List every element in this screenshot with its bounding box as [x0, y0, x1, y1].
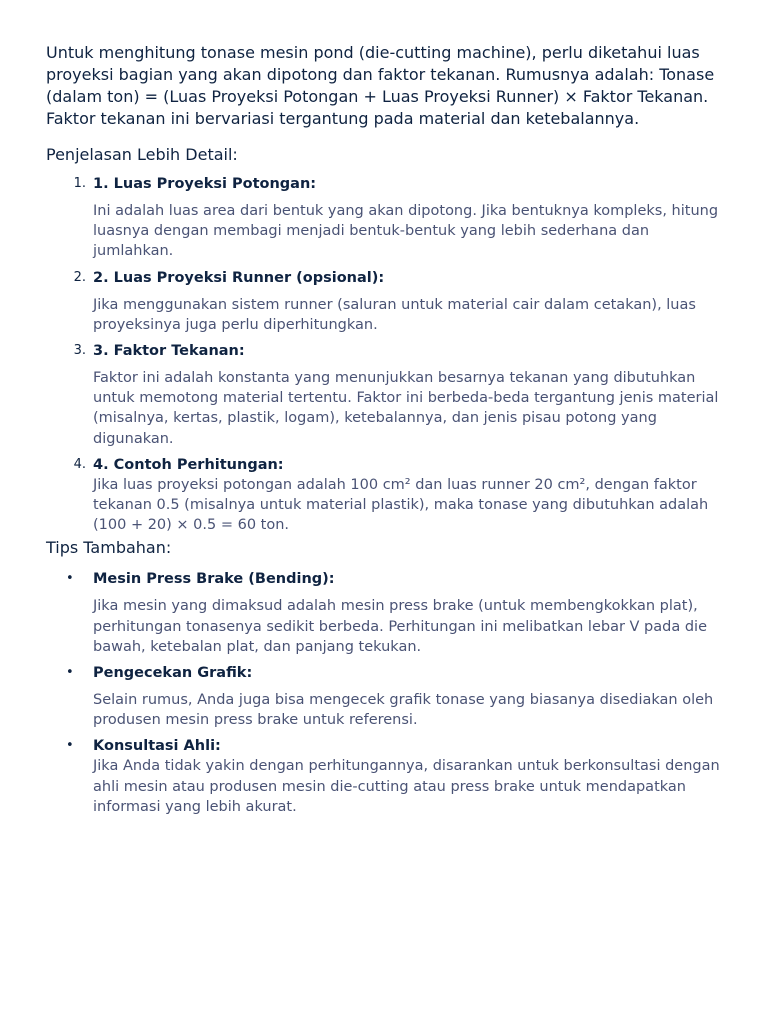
item-body: Jika Anda tidak yakin dengan perhitungannya, disarankan untuk berkonsultasi dengan ahli mesin atau produsen mesin die-cutting atau press brake untuk mendapatkan informasi yang lebih akurat.: [93, 758, 720, 815]
list-item: [46, 341, 722, 449]
list-number: 3.: [73, 343, 86, 359]
item-title: 1. Luas Proyeksi Potongan:: [93, 176, 317, 192]
item-title: 3. Faktor Tekanan:: [93, 343, 245, 360]
item-title: Konsultasi Ahli:: [93, 738, 221, 755]
item-body: Selain rumus, Anda juga bisa mengecek grafik tonase yang biasanya disediakan oleh produsen mesin press brake untuk referensi.: [93, 692, 714, 729]
list-number: 1.: [73, 176, 86, 191]
list-number: 4.: [73, 456, 86, 472]
list-item: [46, 455, 722, 536]
bullet-marker: •: [66, 738, 74, 754]
detail-list: [46, 174, 722, 535]
list-number: 2.: [73, 269, 86, 285]
item-body: Jika menggunakan sistem runner (saluran untuk material cair dalam cetakan), luas proyeksinya juga perlu diperhitungkan.: [93, 296, 696, 333]
item-title: 4. Contoh Perhitungan:: [93, 456, 284, 473]
item-title: 2. Luas Proyeksi Runner (opsional):: [93, 269, 385, 286]
list-item: [46, 268, 722, 335]
tips-heading: Tips Tambahan:: [46, 538, 172, 558]
bullet-marker: •: [66, 665, 74, 681]
item-body: Jika luas proyeksi potongan adalah 100 cm² dan luas runner 20 cm², dengan faktor tekanan 0.5 (misalnya untuk material plastik), maka tonase yang dibutuhkan adalah (100 + 20) × 0.5 = 60 ton.: [93, 476, 709, 534]
intro-paragraph: Untuk menghitung tonase mesin pond (die-cutting machine), perlu diketahui luas proyeksi bagian yang akan dipotong dan faktor tekanan. Rumusnya adalah: Tonase (dalam ton) = (Luas Proyeksi Potongan + Luas Proyeksi Runner) × Faktor Tekanan. Faktor tekanan ini bervariasi tergantung pada material dan ketebalannya.: [46, 43, 715, 128]
list-item: [46, 736, 722, 817]
item-title: Pengecekan Grafik:: [93, 665, 253, 682]
detail-heading: Penjelasan Lebih Detail:: [46, 145, 238, 164]
item-title: Mesin Press Brake (Bending):: [93, 571, 335, 588]
tips-list: [46, 569, 722, 817]
item-body: Jika mesin yang dimaksud adalah mesin press brake (untuk membengkokkan plat), perhitungan tonasenya sedikit berbeda. Perhitungan ini melibatkan lebar V pada die bawah, ketebalan plat, dan panjang tekukan.: [93, 598, 707, 655]
item-body: Ini adalah luas area dari bentuk yang akan dipotong. Jika bentuknya kompleks, hitung luasnya dengan membagi menjadi bentuk-bentuk yang lebih sederhana dan jumlahkan.: [93, 203, 719, 260]
bullet-marker: •: [66, 571, 74, 587]
list-item: [46, 174, 722, 262]
list-item: [46, 569, 722, 657]
list-item: [46, 663, 722, 730]
item-body: Faktor ini adalah konstanta yang menunjukkan besarnya tekanan yang dibutuhkan untuk memotong material tertentu. Faktor ini berbeda-beda tergantung jenis material (misalnya, kertas, plastik, logam), ketebalannya, dan jenis pisau potong yang digunakan.: [93, 370, 719, 447]
